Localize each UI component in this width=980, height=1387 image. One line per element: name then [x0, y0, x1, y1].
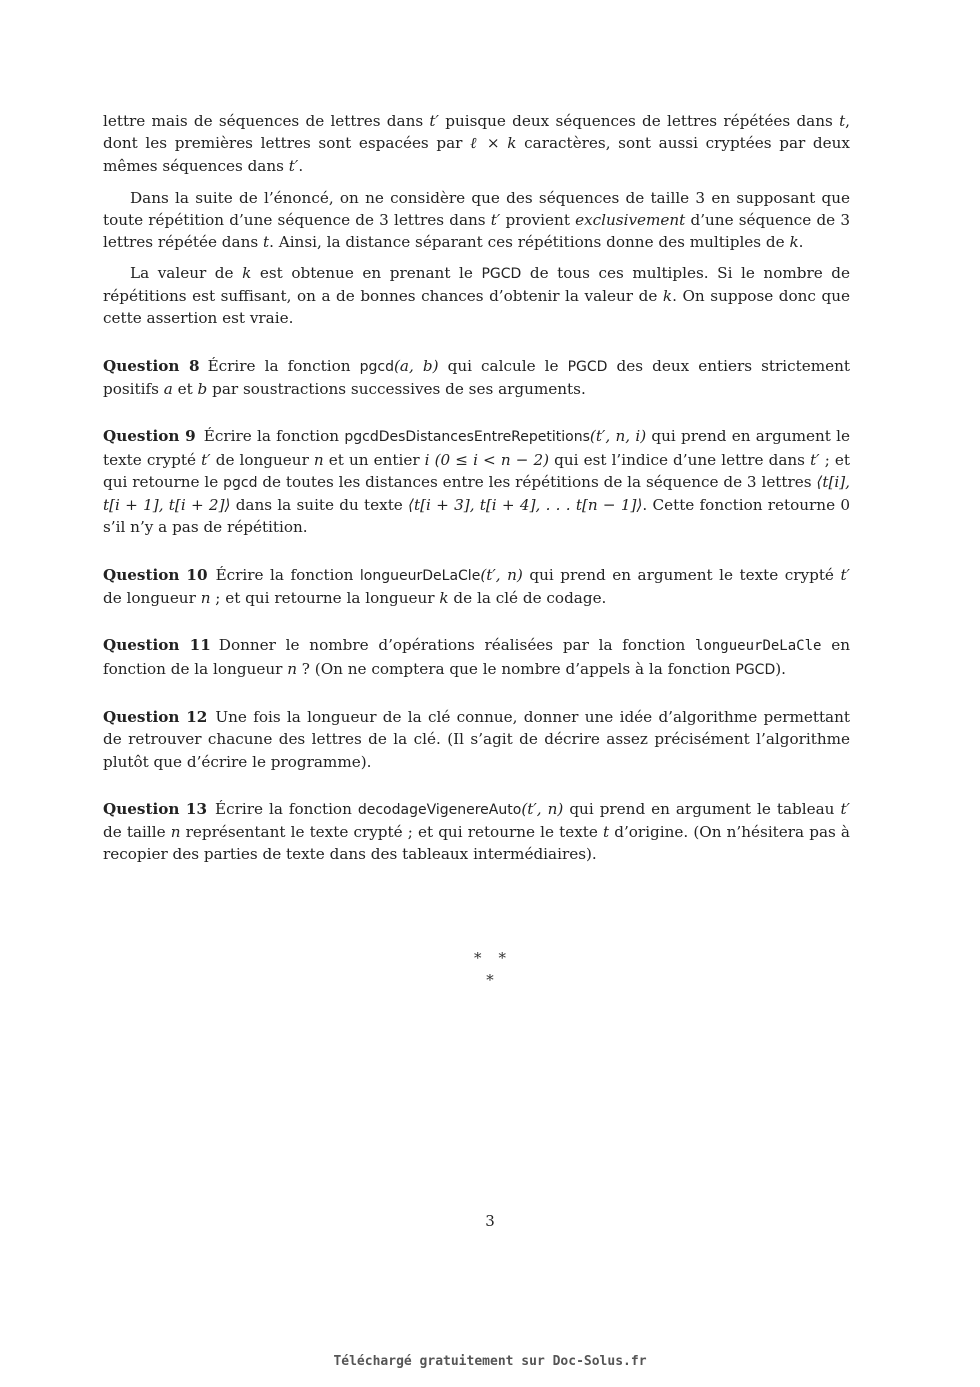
- pgcd-term: PGCD: [735, 661, 776, 678]
- text-run: Une fois la longueur de la clé connue, donner une idée d’algorithme permettant de retrouver chacune des lettres de la clé. (Il s’agit de décrire assez précisément l’algorithme plutôt que d’écrire le programme).: [103, 707, 850, 771]
- text-run: de toutes les distances entre les répétitions de la séquence de 3 lettres: [257, 472, 817, 491]
- page-number: 3: [485, 1212, 495, 1230]
- footer-credit: Téléchargé gratuitement sur Doc-Solus.fr: [333, 1354, 647, 1369]
- math-t: t: [839, 112, 846, 130]
- text-run: caractères, sont aussi cryptées par deux mêmes séquences dans: [103, 134, 850, 175]
- question-9: [103, 425, 850, 538]
- text-run: représentant le texte crypté ; et qui retourne le texte: [180, 823, 603, 842]
- math-t: t: [603, 823, 610, 842]
- math-t-prime: t′: [288, 156, 299, 175]
- text-run: de longueur: [103, 589, 201, 608]
- text-run: de tous ces multiples. Si le nombre de répétitions est suffisant, on a de bonnes chances d’obtenir la valeur de: [103, 263, 850, 306]
- text-run: Écrire la fonction: [207, 356, 360, 375]
- question-12: [103, 706, 850, 773]
- text-run: par soustractions successives de ses arguments.: [207, 379, 586, 398]
- question-10: [103, 564, 850, 610]
- text-run: qui prend en argument le texte crypté: [103, 427, 850, 469]
- function-args: (t′, n): [480, 565, 523, 584]
- text-run: ).: [775, 659, 787, 678]
- question-label: Question 10: [103, 565, 208, 584]
- text-run: qui est l’indice d’une lettre dans: [549, 450, 811, 469]
- text-run: est obtenue en prenant le: [251, 263, 482, 282]
- text-run: en fonction de la longueur: [103, 636, 850, 678]
- text-run: d’origine. (On n’hésitera pas à recopier des parties de texte dans des tableaux intermédiaires).: [103, 823, 850, 864]
- math-n: n: [170, 823, 181, 842]
- math-n: n: [200, 589, 211, 608]
- math-t-prime: t′: [429, 112, 439, 130]
- math-a: a: [163, 379, 173, 398]
- text-run: d’une séquence de 3 lettres répétée dans: [103, 211, 850, 252]
- text-run: de longueur: [210, 450, 314, 469]
- function-name: decodageVigenereAuto: [357, 801, 522, 818]
- text-run: Écrire la fonction: [215, 565, 360, 584]
- question-label: Question 13: [103, 799, 208, 818]
- question-label: Question 8: [103, 356, 200, 375]
- function-args: (a, b): [393, 356, 439, 375]
- math-n: n: [287, 659, 297, 678]
- text-run: Écrire la fonction: [203, 427, 345, 446]
- text-run: et: [172, 379, 198, 398]
- math-t-prime: t′: [840, 565, 850, 584]
- text-run: de la clé de codage.: [448, 589, 607, 608]
- math-t-prime: t′: [201, 450, 211, 469]
- pgcd-term: PGCD: [481, 265, 522, 282]
- math-inequality: (0 ≤ i < n − 2): [429, 450, 550, 469]
- function-name: pgcdDesDistancesEntreRepetitions: [344, 429, 590, 446]
- text-run: ; et qui retourne la longueur: [210, 589, 440, 608]
- text-run: . Cette fonction retourne 0 s’il n’y a pas de répétition.: [103, 496, 850, 537]
- text-run: ; et qui retourne le: [103, 450, 850, 491]
- function-args: (t′, n, i): [589, 427, 647, 446]
- text-run: provient: [500, 211, 576, 230]
- pgcd-term: PGCD: [567, 358, 608, 375]
- math-sequence: ⟨t[i], t[i + 1], t[i + 2]⟩: [103, 472, 850, 515]
- text-run: dans la suite du texte: [230, 496, 409, 515]
- text-run: , dont les premières lettres sont espacées par: [103, 112, 850, 153]
- text-run: et un entier: [323, 450, 425, 469]
- question-8: [103, 355, 850, 401]
- math-t-prime: t′: [810, 450, 820, 469]
- text-run: de taille: [103, 823, 171, 842]
- math-sequence-rest: ⟨t[i + 3], t[i + 4], . . . t[n − 1]⟩: [408, 496, 643, 515]
- document-body: [103, 110, 850, 866]
- intro-paragraph-1: [103, 110, 850, 177]
- text-run: des deux entiers strictement positifs: [103, 356, 851, 398]
- emphasis: exclusivement: [575, 211, 686, 230]
- text-run: . Ainsi, la distance séparant ces répétitions donne des multiples de: [269, 233, 790, 252]
- math-k: k: [439, 589, 449, 608]
- text-run: Écrire la fonction: [215, 799, 358, 818]
- text-run: puisque deux séquences de lettres répétées dans: [438, 112, 840, 130]
- math-l-times-k: ℓ × k: [470, 134, 517, 153]
- end-stars: [0, 944, 980, 988]
- text-run: .: [298, 156, 304, 175]
- function-name: pgcd: [359, 358, 394, 375]
- text-run: Dans la suite de l’énoncé, on ne considère que des séquences de taille 3 en supposant que toute répétition d’une séquence de 3 lettres dans: [103, 188, 850, 230]
- intro-paragraph-2: [103, 187, 850, 254]
- text-run: ? (On ne comptera que le nombre d’appels à la fonction: [296, 659, 736, 678]
- text-run: .: [798, 233, 804, 252]
- question-label: Question 12: [103, 707, 208, 726]
- text-run: Donner le nombre d’opérations réalisées par la fonction: [218, 636, 696, 655]
- math-i: i: [424, 450, 430, 469]
- intro-paragraph-3: [103, 262, 850, 330]
- question-label: Question 9: [103, 427, 196, 446]
- text-run: qui calcule le: [438, 356, 568, 375]
- math-k: k: [662, 287, 673, 306]
- question-13: [103, 798, 850, 866]
- math-t-prime: t′: [840, 799, 850, 818]
- text-run: qui prend en argument le texte crypté: [522, 565, 841, 584]
- math-n: n: [313, 450, 324, 469]
- question-11: [103, 634, 850, 681]
- math-b: b: [197, 379, 208, 398]
- math-t: t: [262, 233, 270, 252]
- math-k: k: [242, 263, 252, 282]
- stars-top: ∗ ∗: [472, 946, 508, 964]
- text-run: . On suppose donc que cette assertion est vraie.: [103, 287, 850, 328]
- function-args: (t′, n): [521, 799, 564, 818]
- pgcd-term: pgcd: [223, 474, 258, 491]
- text-run: La valeur de: [130, 263, 243, 282]
- function-name: longueurDeLaCle: [359, 567, 481, 584]
- text-run: lettre mais de séquences de lettres dans: [103, 112, 430, 130]
- text-run: qui prend en argument le tableau: [563, 799, 841, 818]
- math-t-prime: t′: [490, 211, 501, 230]
- stars-bottom: ∗: [484, 968, 496, 986]
- question-label: Question 11: [103, 636, 211, 655]
- math-k: k: [789, 233, 799, 252]
- function-name-mono: longueurDeLaCle: [695, 638, 822, 655]
